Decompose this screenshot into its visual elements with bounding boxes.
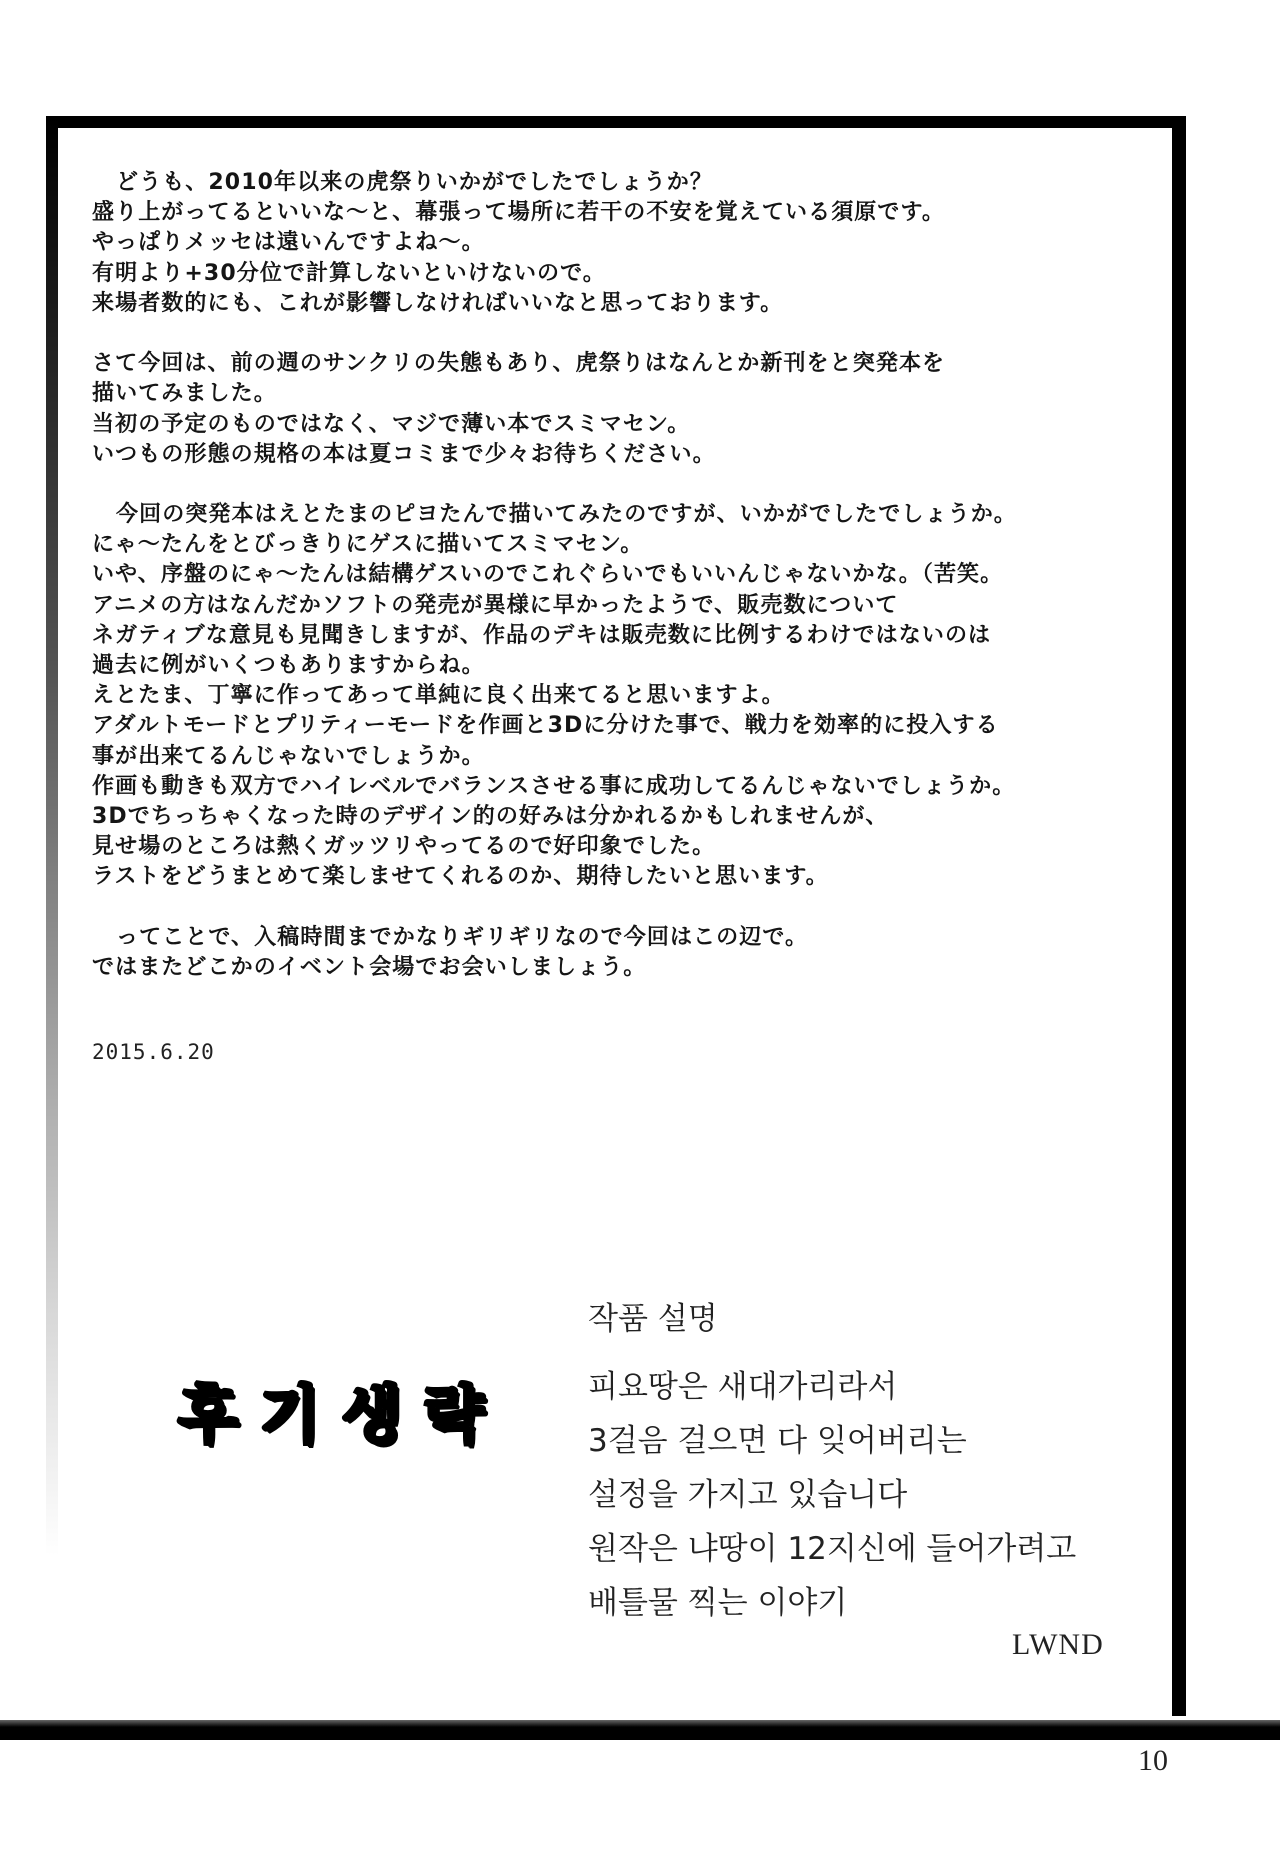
- bottom-rule: [0, 1720, 1280, 1740]
- paragraph-gap: [92, 470, 1152, 500]
- afterword-line: えとたま、丁寧に作ってあって単純に良く出来てると思いますよ。: [92, 683, 785, 709]
- frame-left-edge: [46, 116, 58, 1716]
- description-heading: 작품 설명: [588, 1301, 718, 1337]
- afterword-line: 見せ場のところは熱くガッツリやってるので好印象でした。: [92, 834, 716, 860]
- afterword-line: アニメの方はなんだかソフトの発売が異様に早かったようで、販売数について: [92, 592, 899, 618]
- translator-signature: LWND: [1012, 1628, 1104, 1661]
- afterword-line: 有明より+30分位で計算しないといけないので。: [92, 260, 606, 286]
- afterword-line: 来場者数的にも、これが影響しなければいいなと思っております。: [92, 290, 784, 316]
- afterword-text: [92, 168, 1152, 983]
- page-number: 10: [1138, 1744, 1168, 1777]
- afterword-line: 過去に例がいくつもありますからね。: [92, 653, 485, 678]
- afterword-line: ネガティブな意見も見聞きしますが、作品のデキは販売数に比例するわけではないのは: [92, 622, 992, 648]
- work-description: [588, 1292, 1188, 1630]
- afterword-omitted-title: 후기생략: [178, 1378, 506, 1451]
- afterword-line: ってことで、入稿時間までかなりギリギリなので今回はこの辺で。: [116, 924, 809, 950]
- paragraph-gap: [92, 893, 1152, 923]
- afterword-line: 盛り上がってるといいな～と、幕張って場所に若干の不安を覚えている須原です。: [92, 200, 945, 226]
- afterword-line: 事が出来てるんじゃないでしょうか。: [92, 743, 485, 769]
- afterword-line: いつもの形態の規格の本は夏コミまで少々お待ちください。: [92, 441, 716, 467]
- description-line: 피요땅은 새대가리라서: [588, 1369, 898, 1405]
- afterword-line: さて今回は、前の週のサンクリの失態もあり、虎祭りはなんとか新刊をと突発本を: [92, 351, 946, 377]
- afterword-line: 3Dでちっちゃくなった時のデザイン的の好みは分かれるかもしれませんが、: [92, 803, 889, 829]
- afterword-line: 当初の予定のものではなく、マジで薄い本でスミマセン。: [92, 411, 691, 437]
- afterword-line: 作画も動きも双方でハイレベルでバランスさせる事に成功してるんじゃないでしょうか。: [92, 773, 1016, 799]
- afterword-line: ではまたどこかのイベント会場でお会いしましょう。: [92, 954, 647, 980]
- description-line: 배틀물 찍는 이야기: [588, 1585, 848, 1621]
- afterword-line: やっぱりメッセは遠いんですよね～。: [92, 230, 485, 256]
- paragraph-gap: [92, 319, 1152, 349]
- afterword-line: ラストをどうまとめて楽しませてくれるのか、期待したいと思います。: [92, 864, 829, 890]
- afterword-line: にゃ～たんをとびっきりにゲスに描いてスミマセン。: [92, 532, 644, 558]
- description-line: 3걸음 걸으면 다 잊어버리는: [588, 1423, 967, 1459]
- afterword-date: 2015.6.20: [92, 1040, 215, 1064]
- afterword-line: アダルトモードとプリティーモードを作画と3Dに分けた事で、戦力を効率的に投入する: [92, 713, 999, 739]
- afterword-line: 描いてみました。: [92, 381, 277, 407]
- description-line: 설정을 가지고 있습니다: [588, 1477, 908, 1513]
- afterword-line: どうも、2010年以来の虎祭りいかがでしたでしょうか？: [116, 170, 713, 195]
- description-line: 원작은 냐땅이 12지신에 들어가려고: [588, 1531, 1077, 1567]
- afterword-line: 今回の突発本はえとたまのピヨたんで描いてみたのですが、いかがでしたでしょうか。: [116, 502, 1017, 528]
- afterword-line: いや、序盤のにゃ～たんは結構ゲスいのでこれぐらいでもいいんじゃないかな。（苦笑。: [92, 562, 1004, 588]
